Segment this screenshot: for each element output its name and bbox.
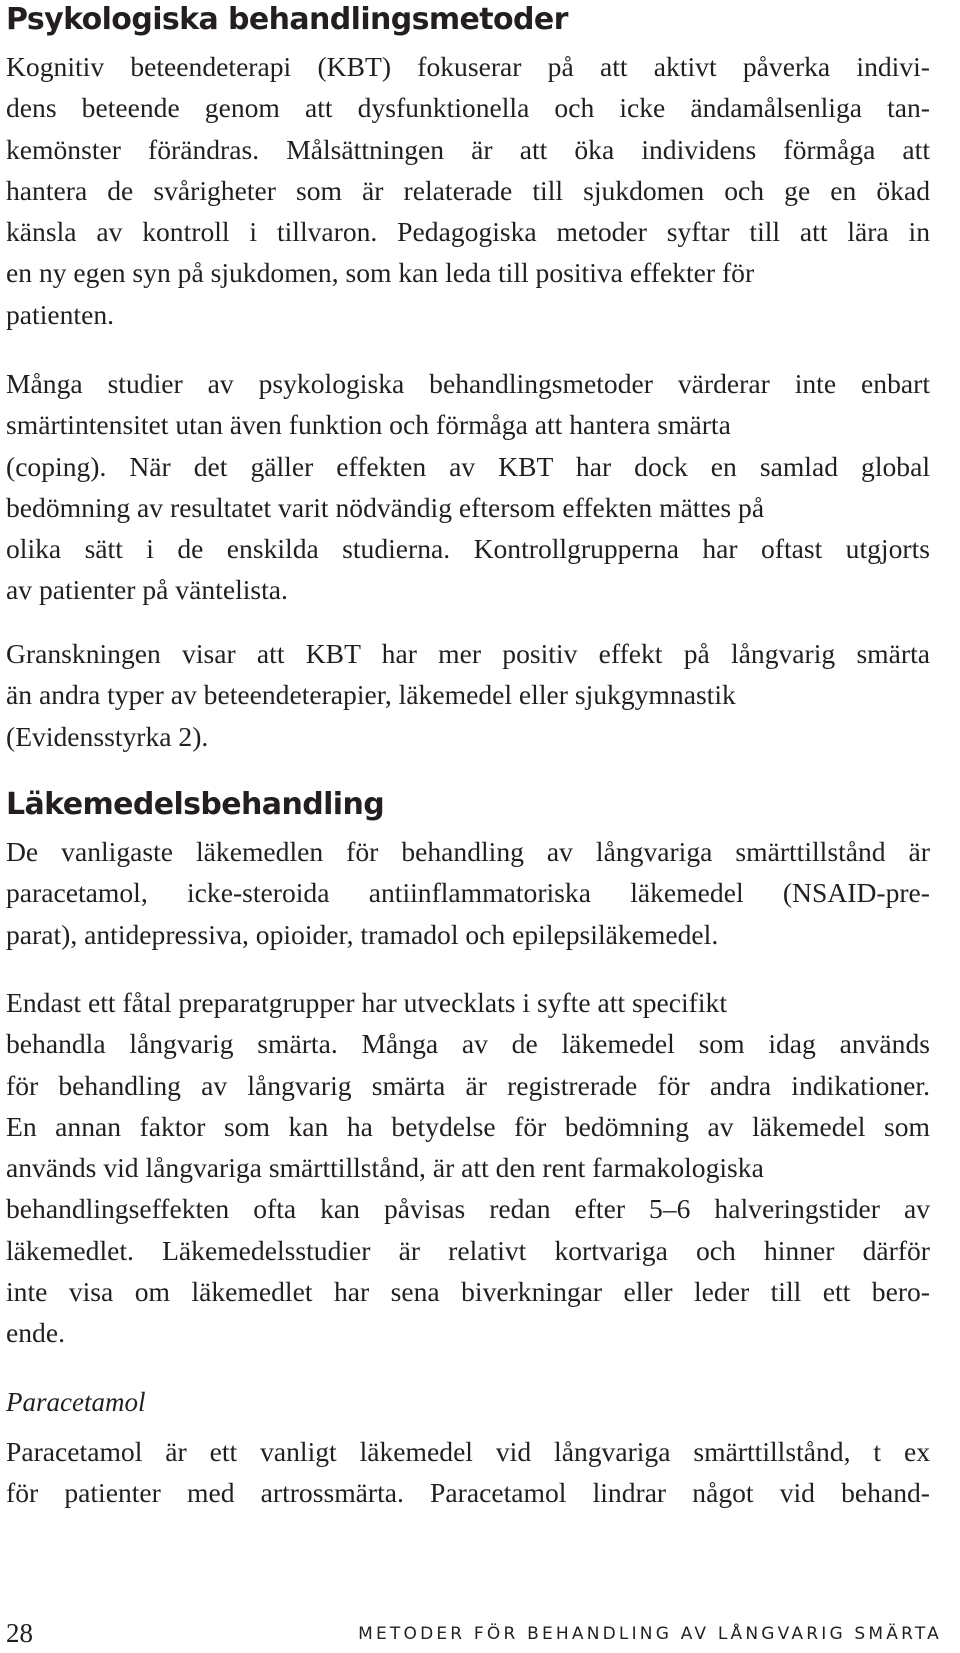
text-line: behandla långvarig smärta. Många av de läkemedel som idag används [6, 1028, 930, 1060]
text-line: Paracetamol är ett vanligt läkemedel vid långvariga smärttillstånd, t ex [6, 1436, 930, 1467]
text-line: patienten. [6, 298, 115, 330]
paragraph [6, 363, 930, 611]
text-line: känsla av kontroll i tillvaron. Pedagogiska metoder syftar till att lära in [6, 216, 930, 248]
text-line: parat), antidepressiva, opioider, tramadol och epilepsiläkemedel. [6, 918, 719, 950]
text-line: en ny egen syn på sjukdomen, som kan leda till positiva effekter för [6, 257, 755, 289]
text-line: ende. [6, 1317, 65, 1349]
text-line: (coping). När det gäller effekten av KBT har dock en samlad global [6, 450, 930, 482]
subsection-heading: Paracetamol [6, 1387, 146, 1417]
text-line: används vid långvariga smärttillstånd, är att den rent farmakologiska [6, 1152, 764, 1184]
text-line: behandlingseffekten ofta kan påvisas redan efter 5–6 halveringstider av [6, 1193, 930, 1225]
text-line: än andra typer av beteendeterapier, läkemedel eller sjukgymnastik [6, 679, 736, 711]
text-line: kemönster förändras. Målsättningen är att öka individens förmåga att [6, 133, 930, 165]
paragraph [6, 633, 930, 757]
section-heading: Psykologiska behandlingsmetoder [6, 2, 568, 37]
text-line: hantera de svårigheter som är relaterade till sjukdomen och ge en ökad [6, 174, 930, 206]
text-line: olika sätt i de enskilda studierna. Kontrollgrupperna har oftast utgjorts [6, 533, 930, 565]
text-line: (Evidensstyrka 2). [6, 720, 209, 752]
text-line: inte visa om läkemedlet har sena biverkningar eller leder till ett bero- [6, 1276, 930, 1308]
text-line: De vanligaste läkemedlen för behandling av långvariga smärttillstånd är [6, 836, 930, 867]
page-number: 28 [6, 1618, 33, 1648]
text-line: Granskningen visar att KBT har mer positiv effekt på långvarig smärta [6, 638, 930, 669]
text-line: Kognitiv beteendeterapi (KBT) fokuserar på att aktivt påverka indivi- [6, 51, 930, 82]
paragraph [6, 46, 930, 335]
paragraph [6, 831, 930, 955]
text-line: Många studier av psykologiska behandlingsmetoder värderar inte enbart [6, 368, 930, 399]
text-line: paracetamol, icke-steroida antiinflammatoriska läkemedel (NSAID-pre- [6, 877, 930, 909]
running-footer-title: METODER FÖR BEHANDLING AV LÅNGVARIG SMÄRTA [358, 1624, 942, 1644]
text-line: för patienter med artrossmärta. Paracetamol lindrar något vid behand- [6, 1477, 930, 1509]
text-line: dens beteende genom att dysfunktionella och icke ändamålsenliga tan- [6, 92, 930, 124]
text-line: Endast ett fåtal preparatgrupper har utvecklats i syfte att specifikt [6, 987, 727, 1018]
text-line: En annan faktor som kan ha betydelse för bedömning av läkemedel som [6, 1110, 930, 1142]
paragraph [6, 982, 930, 1354]
text-line: smärtintensitet utan även funktion och förmåga att hantera smärta [6, 409, 731, 441]
text-line: för behandling av långvarig smärta är registrerade för andra indikationer. [6, 1069, 930, 1101]
section-heading: Läkemedelsbehandling [6, 787, 385, 822]
text-line: läkemedlet. Läkemedelsstudier är relativt kortvariga och hinner därför [6, 1234, 930, 1266]
paragraph [6, 1431, 930, 1514]
text-line: bedömning av resultatet varit nödvändig eftersom effekten mättes på [6, 491, 765, 523]
text-line: av patienter på väntelista. [6, 574, 288, 606]
